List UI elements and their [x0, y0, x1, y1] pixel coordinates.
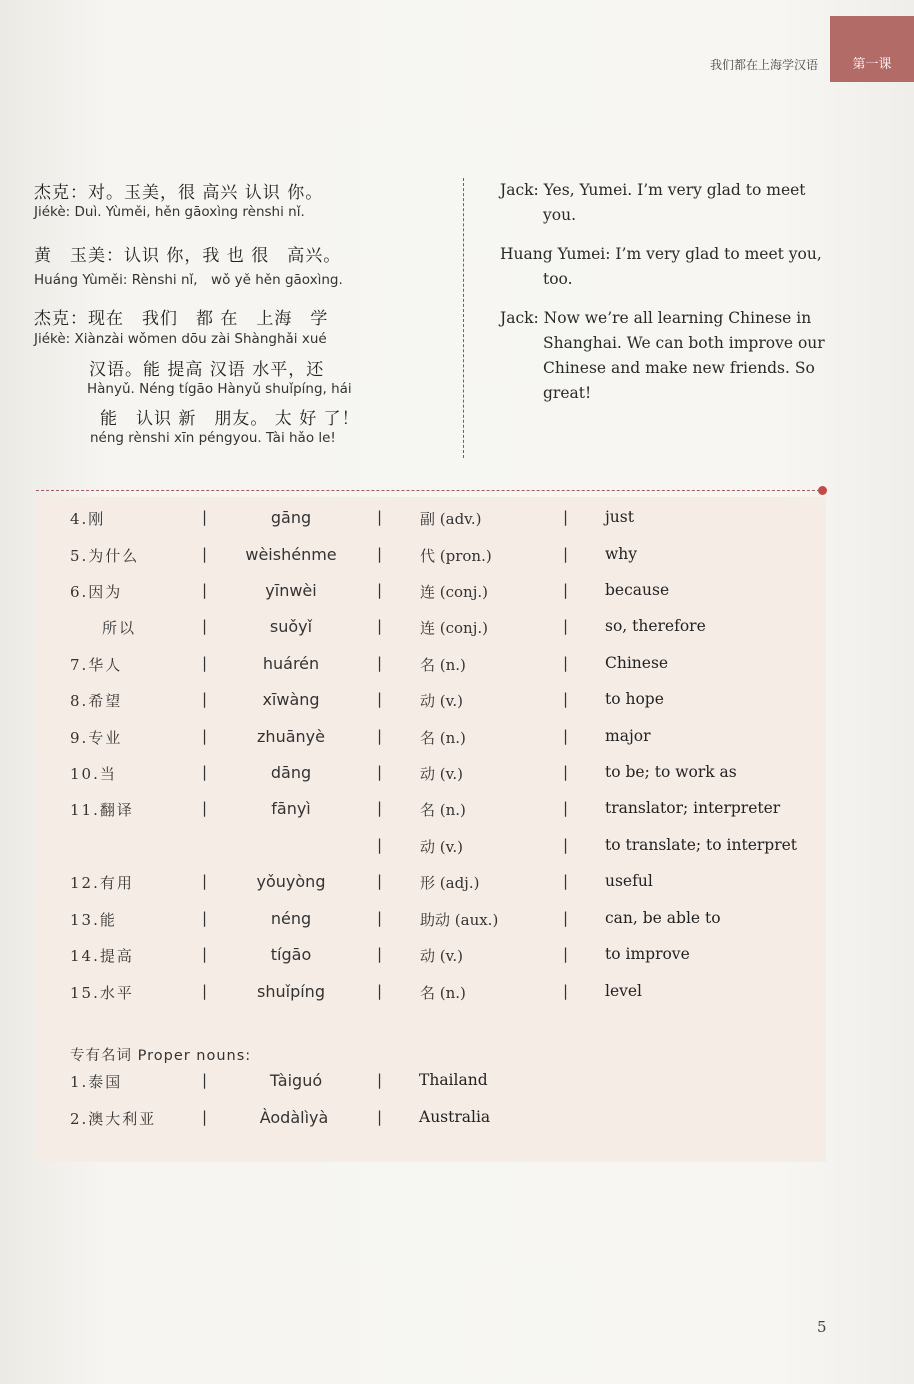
- vocab-meaning: major: [605, 727, 651, 745]
- vocab-row: [0, 690, 914, 720]
- vocab-meaning: so, therefore: [605, 617, 706, 635]
- lesson-tab-label: 第一课: [852, 57, 892, 72]
- vocab-part-of-speech: 助动 (aux.): [420, 911, 499, 929]
- vocab-row: [0, 763, 914, 793]
- column-separator: |: [563, 727, 569, 745]
- dialogue-pinyin-line: néng rènshi xīn péngyou. Tài hǎo le!: [90, 430, 336, 446]
- column-separator: |: [202, 763, 208, 781]
- vocab-row: [0, 654, 914, 684]
- column-separator: |: [377, 545, 383, 563]
- column-separator: |: [202, 727, 208, 745]
- proper-noun-row: [0, 1108, 914, 1138]
- dialogue-english: [500, 178, 835, 420]
- vocab-meaning: to improve: [605, 945, 690, 963]
- vocab-pinyin: tígāo: [270, 945, 312, 964]
- vocab-row: [0, 982, 914, 1012]
- dialogue-pinyin-line: Jiékè: Xiànzài wǒmen dōu zài Shànghǎi xué: [34, 331, 327, 347]
- vocab-word: 15.水平: [70, 984, 134, 1002]
- column-separator: |: [202, 508, 208, 526]
- proper-nouns-heading: [70, 1044, 251, 1065]
- vocab-pinyin: yīnwèi: [265, 581, 317, 600]
- proper-noun-meaning: Thailand: [419, 1071, 488, 1089]
- column-separator: |: [563, 545, 569, 563]
- column-separator: |: [202, 581, 208, 599]
- separator-dot: [818, 486, 827, 495]
- vocab-meaning: to hope: [605, 690, 664, 708]
- column-separator: |: [377, 763, 383, 781]
- column-separator: |: [202, 654, 208, 672]
- vocab-pinyin: shuǐpíng: [257, 982, 325, 1001]
- column-separator: |: [563, 690, 569, 708]
- vocab-pinyin: huárén: [262, 654, 320, 673]
- vocab-word: 4.刚: [70, 510, 106, 528]
- vocab-word: 所以: [102, 619, 137, 637]
- column-separator: |: [377, 690, 383, 708]
- column-separator: |: [563, 799, 569, 817]
- vocab-part-of-speech: 名 (n.): [420, 984, 466, 1002]
- proper-nouns-heading-zh: 专有名词: [70, 1048, 132, 1064]
- vocab-meaning: just: [605, 508, 634, 526]
- column-separator: |: [377, 909, 383, 927]
- proper-nouns-heading-en: Proper nouns:: [137, 1048, 252, 1064]
- vocab-word: 12.有用: [70, 874, 134, 892]
- column-separator: |: [202, 872, 208, 890]
- proper-noun-word: 2.澳大利亚: [70, 1110, 157, 1128]
- proper-noun-meaning: Australia: [419, 1108, 491, 1126]
- vocab-part-of-speech: 连 (conj.): [420, 583, 488, 601]
- vocab-pinyin: dāng: [270, 763, 312, 782]
- column-separator: |: [563, 581, 569, 599]
- column-separator: |: [563, 654, 569, 672]
- vocab-meaning: useful: [605, 872, 653, 890]
- column-separator: |: [377, 581, 383, 599]
- dialogue-hanzi-line: 杰克：对。玉美，很 高兴 认识 你。: [34, 183, 324, 203]
- vocab-meaning: to translate; to interpret: [605, 836, 798, 854]
- column-separator: |: [563, 945, 569, 963]
- column-separator: |: [202, 617, 208, 635]
- column-separator: |: [377, 836, 383, 854]
- column-separator: |: [202, 909, 208, 927]
- vocab-row: [0, 945, 914, 975]
- dialogue-pinyin-line: Hànyǔ. Néng tígāo Hànyǔ shuǐpíng, hái: [87, 381, 352, 397]
- column-separator: |: [377, 654, 383, 672]
- vocab-pinyin: néng: [270, 909, 312, 928]
- column-separator: |: [202, 1108, 208, 1126]
- vocab-row: [0, 727, 914, 757]
- vocab-row: [0, 909, 914, 939]
- column-separator: |: [377, 1108, 383, 1126]
- vocab-word: 10.当: [70, 765, 117, 783]
- column-separator: |: [563, 982, 569, 1000]
- vocab-pinyin: yǒuyòng: [256, 872, 326, 891]
- column-separator: |: [563, 836, 569, 854]
- running-header: 我们都在上海学汉语: [709, 58, 818, 72]
- vocab-meaning: to be; to work as: [605, 763, 737, 781]
- vocab-part-of-speech: 代 (pron.): [420, 547, 492, 565]
- column-separator: |: [377, 982, 383, 1000]
- column-separator: |: [377, 872, 383, 890]
- column-separator: |: [202, 945, 208, 963]
- vocab-part-of-speech: 动 (v.): [420, 692, 463, 710]
- vocab-part-of-speech: 动 (v.): [420, 765, 463, 783]
- vocab-word: 8.希望: [70, 692, 123, 710]
- vocab-meaning: level: [605, 982, 643, 1000]
- dialogue-english-turn: Jack: Yes, Yumei. I’m very glad to meet you.: [500, 181, 806, 224]
- vocab-meaning: why: [605, 545, 638, 563]
- vocab-row: [0, 581, 914, 611]
- dialogue-pinyin-line: Huáng Yùměi: Rènshi nǐ, wǒ yě hěn gāoxìng.: [34, 272, 343, 288]
- vocab-word: 5.为什么: [70, 547, 140, 565]
- column-separator: |: [563, 617, 569, 635]
- dialogue-english-turn: Jack: Now we’re all learning Chinese in Shanghai. We can both improve our Chinese and make new friends. So great!: [500, 309, 825, 402]
- column-separator: |: [202, 545, 208, 563]
- column-separator: |: [563, 763, 569, 781]
- vocab-meaning: because: [605, 581, 670, 599]
- vocab-row: [0, 508, 914, 538]
- vocab-word: 9.专业: [70, 729, 123, 747]
- proper-noun-pinyin: Tàiguó: [269, 1071, 323, 1090]
- dialogue-hanzi-line: 能 认识 新 朋友。 太 好 了！: [100, 409, 360, 429]
- proper-noun-row: [0, 1071, 914, 1101]
- column-separator: |: [202, 690, 208, 708]
- dialogue-pinyin-line: Jiékè: Duì. Yùměi, hěn gāoxìng rènshi nǐ.: [34, 204, 305, 220]
- vocab-meaning: can, be able to: [605, 909, 721, 927]
- column-separator: |: [377, 945, 383, 963]
- vocab-row: [0, 617, 914, 647]
- proper-noun-word: 1.泰国: [70, 1073, 123, 1091]
- vocab-part-of-speech: 连 (conj.): [420, 619, 488, 637]
- page-number: 5: [817, 1318, 827, 1336]
- dialogue-hanzi-line: 杰克：现在 我们 都 在 上海 学: [34, 309, 329, 329]
- vocab-part-of-speech: 名 (n.): [420, 656, 466, 674]
- vocab-row: [0, 836, 914, 866]
- vocab-meaning: Chinese: [605, 654, 669, 672]
- vocab-word: 11.翻译: [70, 801, 134, 819]
- vocab-pinyin: wèishénme: [245, 545, 337, 564]
- column-divider: [463, 178, 464, 458]
- vocab-pinyin: xīwàng: [262, 690, 320, 709]
- column-separator: |: [563, 508, 569, 526]
- vocab-part-of-speech: 动 (v.): [420, 838, 463, 856]
- lesson-tab: [830, 16, 914, 82]
- vocab-pinyin: suǒyǐ: [269, 617, 313, 636]
- dialogue-hanzi-line: 汉语。能 提高 汉语 水平，还: [89, 360, 325, 380]
- dialogue-english-turn: Huang Yumei: I’m very glad to meet you, too.: [500, 245, 822, 288]
- vocab-part-of-speech: 名 (n.): [420, 801, 466, 819]
- vocab-word: 6.因为: [70, 583, 123, 601]
- column-separator: |: [377, 727, 383, 745]
- column-separator: |: [202, 799, 208, 817]
- vocab-row: [0, 799, 914, 829]
- vocab-part-of-speech: 名 (n.): [420, 729, 466, 747]
- vocab-part-of-speech: 动 (v.): [420, 947, 463, 965]
- column-separator: |: [563, 909, 569, 927]
- section-separator: [36, 490, 820, 491]
- dialogue-hanzi-line: 黄 玉美：认识 你，我 也 很 高兴。: [34, 246, 342, 266]
- vocab-part-of-speech: 副 (adv.): [420, 510, 482, 528]
- vocab-pinyin: zhuānyè: [257, 727, 325, 746]
- column-separator: |: [202, 982, 208, 1000]
- vocab-word: 14.提高: [70, 947, 134, 965]
- vocab-part-of-speech: 形 (adj.): [420, 874, 480, 892]
- vocab-pinyin: gāng: [270, 508, 312, 527]
- vocab-row: [0, 872, 914, 902]
- vocab-word: 13.能: [70, 911, 117, 929]
- column-separator: |: [377, 508, 383, 526]
- column-separator: |: [377, 1071, 383, 1089]
- column-separator: |: [563, 872, 569, 890]
- column-separator: |: [202, 1071, 208, 1089]
- vocab-pinyin: fānyì: [271, 799, 311, 818]
- column-separator: |: [377, 617, 383, 635]
- vocab-meaning: translator; interpreter: [605, 799, 781, 817]
- column-separator: |: [377, 799, 383, 817]
- proper-noun-pinyin: Àodàlìyà: [259, 1108, 329, 1127]
- vocab-word: 7.华人: [70, 656, 123, 674]
- vocab-row: [0, 545, 914, 575]
